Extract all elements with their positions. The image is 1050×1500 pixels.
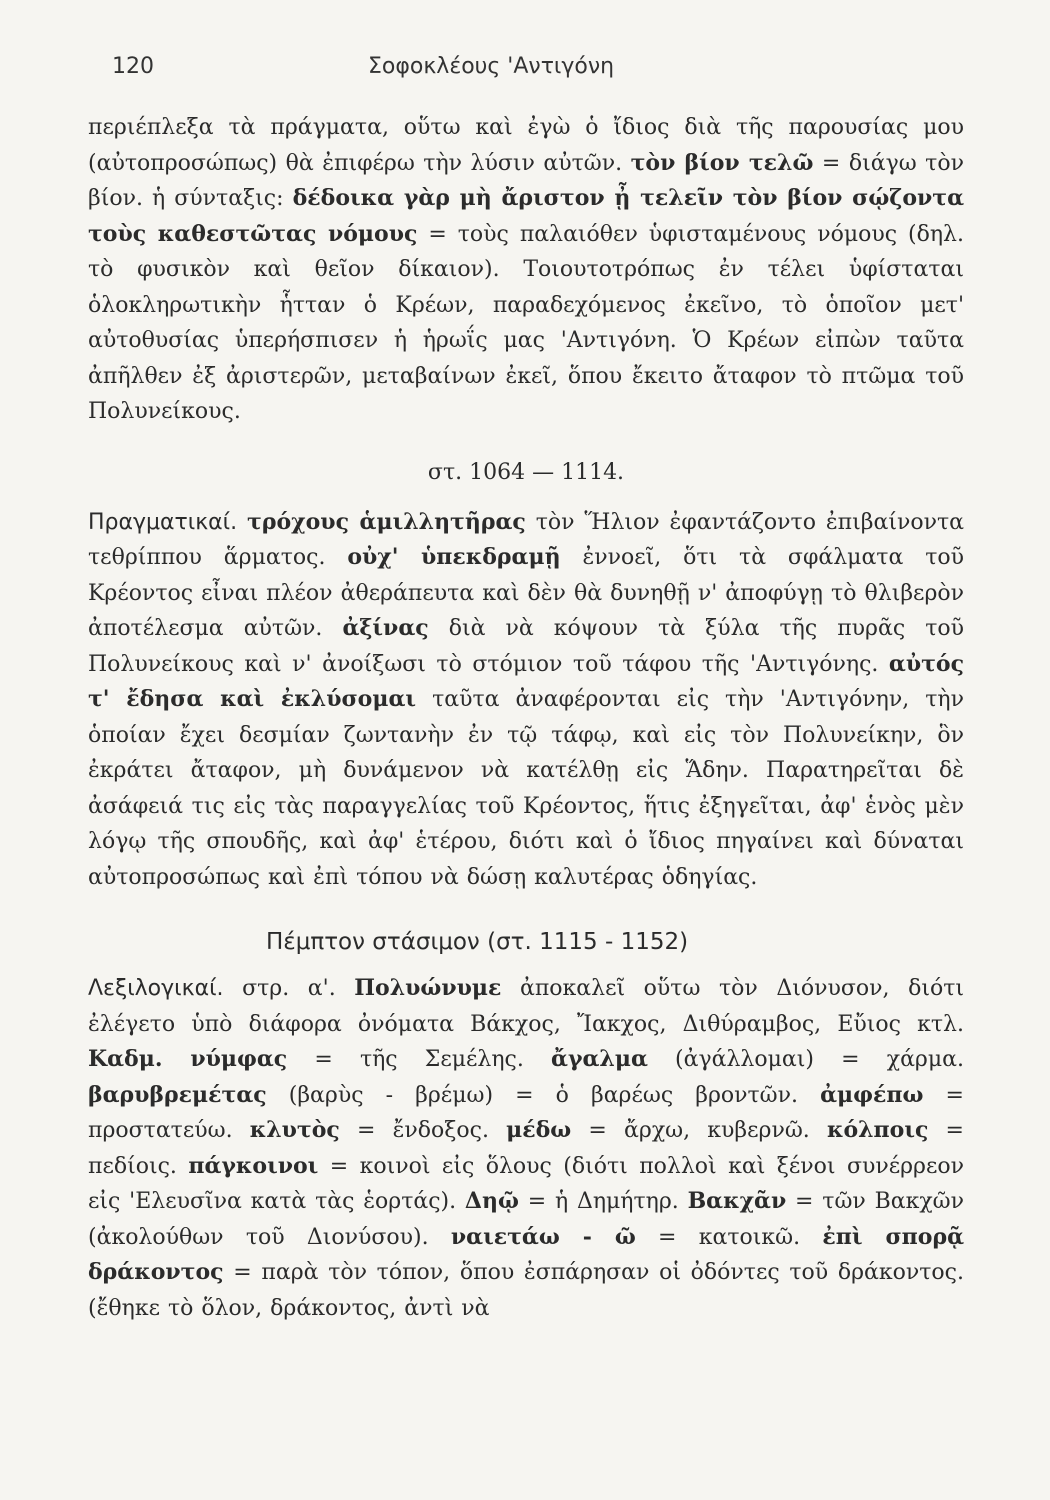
text-run: = κατοικῶ.: [635, 1224, 823, 1250]
text-run: = τοὺς παλαιόθεν ὑφισταμένους νόμους (δηλ. τὸ φυσικὸν καὶ θεῖον δίκαιον). Τοιουτοτρόπως ἐν τέλει ὑφίσταται ὁλοκληρωτικὴν ἧτταν ὁ Κρέων, παραδεχόμενος ἐκεῖνο, τὸ ὁποῖον μετ' αὐτοθυσίας ὑπερήσπισεν ἡ ἡρωΐς μας 'Αντιγόνη. Ὁ Κρέων εἰπὼν ταῦτα ἀπῆλθεν ἐξ ἀριστερῶν, μεταβαίνων ἐκεῖ, ὅπου ἔκειτο ἄταφον τὸ πτῶμα τοῦ Πολυνείκους.: [88, 221, 964, 424]
text-run: τὸν Ἥλιον ἐφαντάζοντο ἐπιβαίνοντα τεθρίππου ἅρματος.: [88, 509, 964, 570]
text-run: περιέπλεξα τὰ πράγματα, οὕτω καὶ ἐγὼ ὁ ἴδιος διὰ τῆς παρουσίας μου (αὐτοπροσώπως) θὰ ἐπιφέρω τὴν λύσιν αὐτῶν.: [88, 115, 964, 176]
term-trochous: τρόχους ἁμιλλητῆρας: [247, 508, 526, 535]
paragraph-commentary: [88, 110, 964, 430]
text-run: = πεδίοις.: [88, 1118, 964, 1179]
text-run: = τῶν Βακχῶν (ἀκολούθων τοῦ Διονύσου).: [88, 1189, 964, 1250]
text-run: ἐννοεῖ, ὅτι τὰ σφάλματα τοῦ Κρέοντος εἶναι πλέον ἀθεράπευτα καὶ δὲν θὰ δυνηθῇ ν' ἀποφύγῃ τὸ θλιβερὸν ἀποτέλεσμα αὐτῶν.: [88, 545, 964, 641]
text-run: = ἄρχω, κυβερνῶ.: [571, 1118, 827, 1143]
term-ouch-hypekdrame: οὐχ' ὑπεκδραμῇ: [347, 544, 561, 570]
section-label: Λεξιλογικαί.: [88, 976, 224, 1001]
term-epi-spora: ἐπὶ σπορᾷ δράκοντος: [88, 1223, 965, 1285]
paragraph-pragmatikai: [88, 505, 964, 896]
text-run: = ἡ Δημήτηρ.: [518, 1189, 688, 1214]
text-run: = διάγω τὸν βίον. ἡ σύνταξις:: [88, 150, 964, 211]
term-deo: Δηῷ: [464, 1188, 519, 1214]
term-medo: μέδω: [506, 1117, 572, 1143]
term-kolpois: κόλποις: [826, 1117, 929, 1143]
term-autos-edesa: αὐτός τ' ἔδησα καὶ ἐκλύσομαι: [88, 650, 964, 712]
text-run: ἀποκαλεῖ οὕτω τὸν Διόνυσον, διότι ἐλέγετο ὑπὸ διάφορα ὀνόματα Βάκχος, Ἴακχος, Διθύραμβος, Εὔιος κτλ.: [88, 976, 964, 1037]
term-bakchan: Βακχᾶν: [687, 1188, 787, 1214]
text-run: = προστατεύω.: [88, 1082, 964, 1143]
term-ton-vion-telo: τὸν βίον τελῶ: [630, 149, 814, 176]
term-pankoinoi: πάγκοινοι: [188, 1152, 319, 1179]
strophe-ref: στρ. α'.: [223, 976, 355, 1001]
text-run: = τῆς Σεμέλης.: [287, 1047, 552, 1072]
text-run: = ἔνδοξος.: [339, 1118, 507, 1143]
running-header: [88, 44, 964, 88]
section-label: Πραγματικαί.: [88, 509, 238, 535]
term-polyonyme: Πολυώνυμε: [354, 975, 502, 1001]
page-number: 120: [112, 54, 154, 79]
term-klytos: κλυτὸς: [249, 1117, 340, 1143]
text-run: (ἀγάλλομαι) = χάρμα.: [647, 1047, 964, 1072]
running-title: Σοφοκλέους 'Αντιγόνη: [368, 54, 615, 79]
term-axinas: ἀξίνας: [342, 615, 429, 641]
term-agalma: ἄγαλμα: [551, 1046, 648, 1072]
text-run: = κοινοὶ εἰς ὅλους (διότι πολλοὶ καὶ ξένοι συνέρρεον εἰς 'Ελευσῖνα κατὰ τὰς ἑορτάς).: [88, 1153, 965, 1214]
section-heading: Πέμπτον στάσιμον (στ. 1115 - 1152): [266, 929, 689, 955]
verse-reference: στ. 1064 — 1114.: [427, 459, 625, 485]
paragraph-lexilogikai: [88, 971, 964, 1326]
text-run: ταῦτα ἀναφέρονται εἰς τὴν 'Αντιγόνην, τὴν ὁποίαν ἔχει δεσμίαν ζωντανὴν ἐν τῷ τάφῳ, καὶ εἰς τὸν Πολυνείκην, ὃν ἐκράτει ἄταφον, μὴ δυνάμενον νὰ κατέλθῃ εἰς Ἅδην. Παρατηρεῖται δὲ ἀσάφειά τις εἰς τὰς παραγγελίας τοῦ Κρέοντος, ἥτις ἐξηγεῖται, ἀφ' ἑνὸς μὲν λόγῳ τῆς σπουδῆς, καὶ ἀφ' ἑτέρου, διότι καὶ ὁ ἴδιος πηγαίνει καὶ δύναται αὐτοπροσώπως καὶ ἐπὶ τόπου νὰ δώσῃ καλυτέρας ὁδηγίας.: [88, 687, 964, 890]
text-run: (βαρὺς - βρέμω) = ὁ βαρέως βροντῶν.: [266, 1082, 821, 1108]
term-naietao: ναιετάω - ῶ: [450, 1223, 636, 1250]
term-syntax-quote: δέδοικα γὰρ μὴ ἄριστον ᾖ τελεῖν τὸν βίον σῴζοντα τοὺς καθεστῶτας νόμους: [88, 185, 964, 247]
text-run: = παρὰ τὸν τόπον, ὅπου ἐσπάρησαν οἱ ὀδόντες τοῦ δράκοντος. (ἔθηκε τὸ ὅλον, δράκοντος, ἀντὶ νὰ: [88, 1260, 964, 1321]
term-amphepo: ἀμφέπω: [820, 1081, 924, 1108]
text-run: διὰ νὰ κόψουν τὰ ξύλα τῆς πυρᾶς τοῦ Πολυνείκους καὶ ν' ἀνοίξωσι τὸ στόμιον τοῦ τάφου τῆς 'Αντιγόνης.: [88, 616, 964, 677]
term-kadm-nymphas: Καδμ. νύμφας: [88, 1046, 288, 1072]
term-barybremetas: βαρυβρεμέτας: [88, 1081, 267, 1108]
